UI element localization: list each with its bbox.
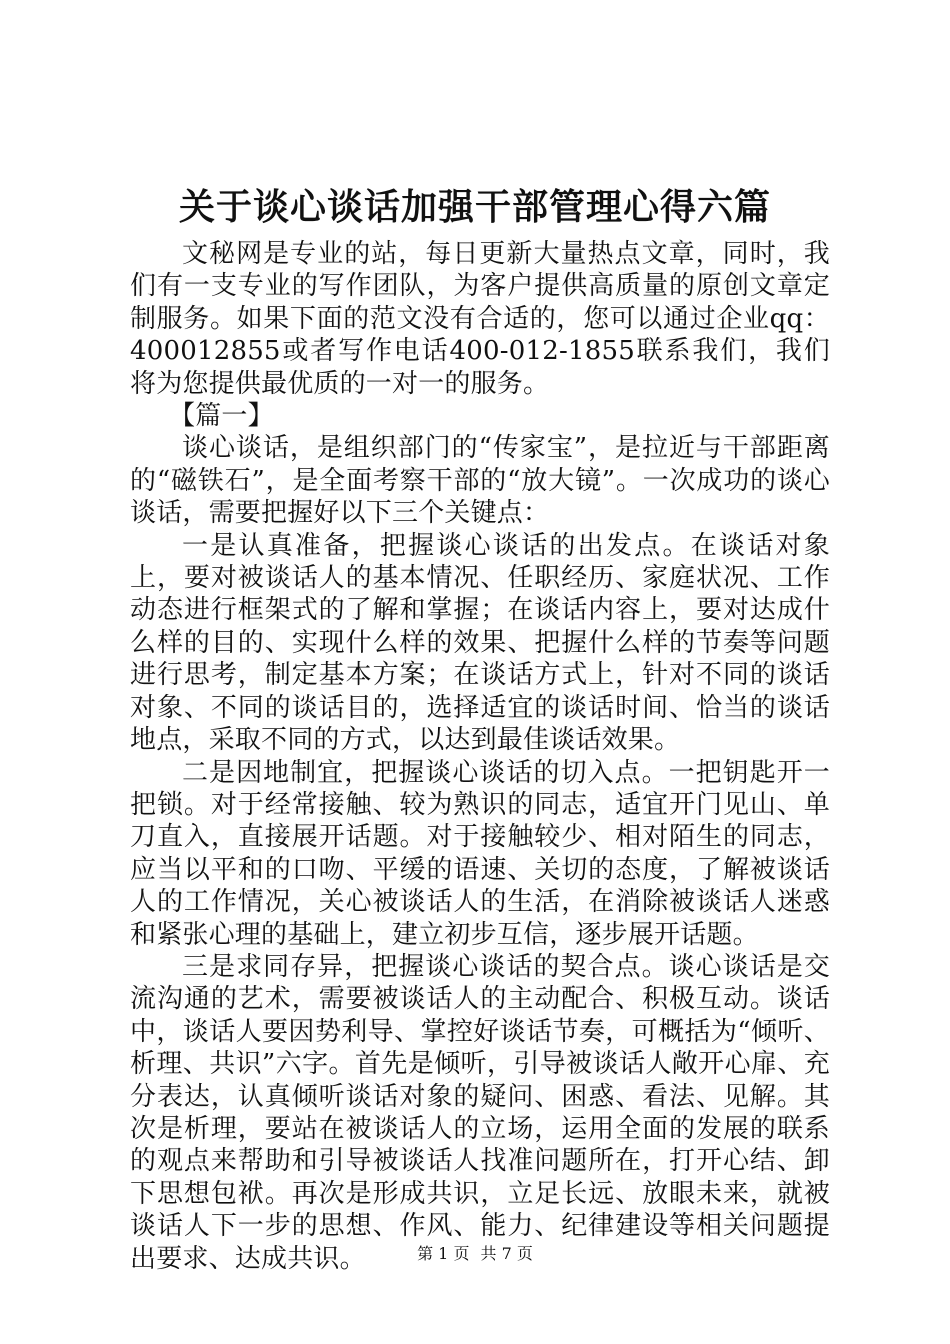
body-paragraph: 二是因地制宜，把握谈心谈话的切入点。一把钥匙开一把锁。对于经常接触、较为熟识的同志，适宜开门见山、单刀直入，直接展开话题。对于接触较少、相对陌生的同志，应当以平和的口吻、平缓的语速、关切的态度，了解被谈话人的工作情况，关心被谈话人的生活，在消除被谈话人迷惑和紧张心理的基础上，建立初步互信，逐步展开话题。: [130, 757, 830, 950]
page-footer: [0, 1243, 950, 1265]
body-paragraph: 三是求同存异，把握谈心谈话的契合点。谈心谈话是交流沟通的艺术，需要被谈话人的主动配合、积极互动。谈话中，谈话人要因势利导、掌控好谈话节奏，可概括为“倾听、析理、共识”六字。首先是倾听，引导被谈话人敞开心扉、充分表达，认真倾听谈话对象的疑问、困惑、看法、见解。其次是析理，要站在被谈话人的立场，运用全面的发展的联系的观点来帮助和引导被谈话人找准问题所在，打开心结、卸下思想包袱。再次是形成共识，立足长远、放眼未来，就被谈话人下一步的思想、作风、能力、纪律建设等相关问题提出要求、达成共识。: [130, 951, 830, 1274]
section-heading: 【篇一】: [169, 401, 274, 432]
page-total: 共 7 页: [480, 1244, 533, 1263]
document-title: 关于谈心谈话加强干部管理心得六篇: [178, 187, 771, 228]
intro-paragraph: 文秘网是专业的站，每日更新大量热点文章，同时，我们有一支专业的写作团队，为客户提供高质量的原创文章定制服务。如果下面的范文没有合适的，您可以通过企业qq：400012855或者写作电话400-012-1855联系我们，我们将为您提供最优质的一对一的服务。: [130, 239, 830, 399]
document-body: [130, 238, 830, 1275]
body-paragraph: 谈心谈话，是组织部门的“传家宝”，是拉近与干部距离的“磁铁石”，是全面考察干部的“放大镜”。一次成功的谈心谈话，需要把握好以下三个关键点：: [130, 433, 830, 529]
page-number: 第 1 页: [417, 1244, 470, 1263]
body-paragraph: 一是认真准备，把握谈心谈话的出发点。在谈话对象上，要对被谈话人的基本情况、任职经历、家庭状况、工作动态进行框架式的了解和掌握；在谈话内容上，要对达成什么样的目的、实现什么样的效果、把握什么样的节奏等问题进行思考，制定基本方案；在谈话方式上，针对不同的谈话对象、不同的谈话目的，选择适宜的谈话时间、恰当的谈话地点，采取不同的方式，以达到最佳谈话效果。: [130, 530, 830, 756]
